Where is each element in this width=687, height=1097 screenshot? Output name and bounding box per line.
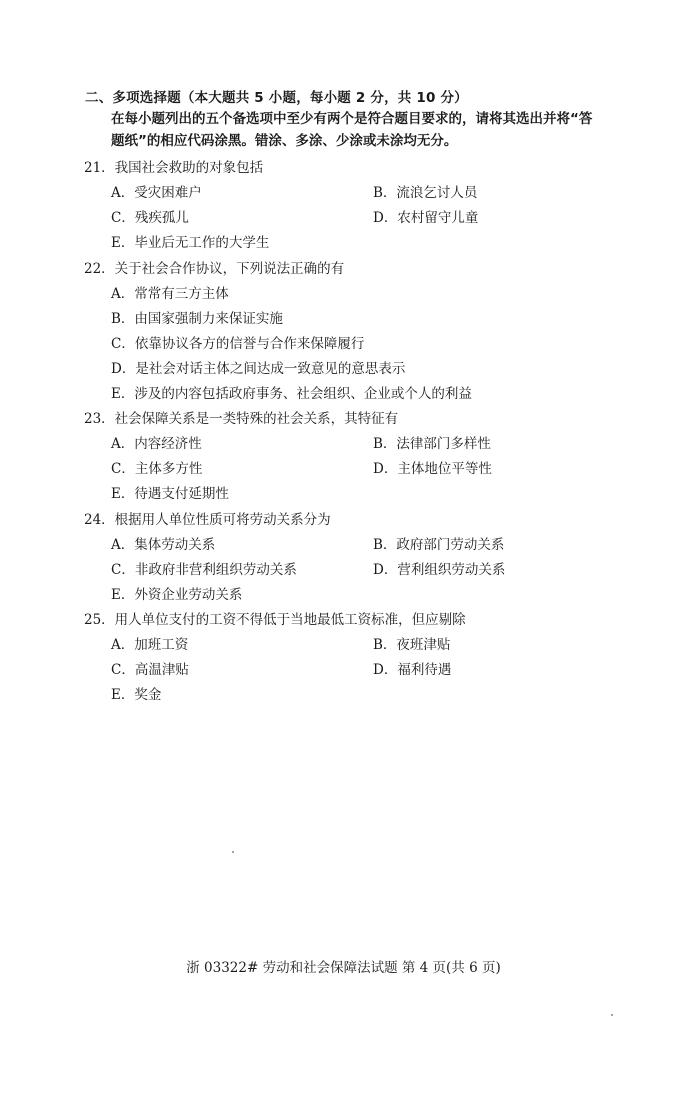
q25-option-a: A．加班工资 [111, 637, 189, 653]
q22-option-a: A．常常有三方主体 [111, 286, 229, 302]
q23-option-e: E．待遇支付延期性 [111, 486, 229, 502]
q21-option-c: C．残疾孤儿 [111, 210, 189, 226]
q23-option-d: D．主体地位平等性 [373, 461, 492, 477]
q24-option-d: D．营利组织劳动关系 [373, 562, 506, 578]
q23-option-c: C．主体多方性 [111, 461, 203, 477]
q21-option-b: B．流浪乞讨人员 [373, 185, 478, 201]
section-instruction-line2: 题纸”的相应代码涂黑。错涂、多涂、少涂或未涂均无分。 [111, 133, 458, 149]
q23-option-a: A．内容经济性 [111, 436, 202, 452]
section-instruction-line1: 在每小题列出的五个备选项中至少有两个是符合题目要求的，请将其选出并将“答 [111, 111, 593, 127]
q25-option-c: C．高温津贴 [111, 662, 189, 678]
q21-option-a: A．受灾困难户 [111, 185, 202, 201]
q24-option-e: E．外资企业劳动关系 [111, 587, 243, 603]
q22-option-c: C．依靠协议各方的信誉与合作来保障履行 [111, 336, 365, 352]
q21-option-e: E．毕业后无工作的大学生 [111, 235, 270, 251]
page-footer: 浙 03322# 劳动和社会保障法试题 第 4 页(共 6 页) [186, 960, 501, 976]
q25-option-b: B．夜班津贴 [373, 637, 451, 653]
scan-speck [611, 1014, 613, 1016]
q25-option-e: E．奖金 [111, 687, 162, 703]
q24-option-c: C．非政府非营利组织劳动关系 [111, 562, 297, 578]
section-title: 二、多项选择题（本大题共 5 小题，每小题 2 分，共 10 分） [85, 90, 468, 106]
question-22-stem: 22．关于社会合作协议，下列说法正确的有 [84, 261, 345, 277]
q24-option-a: A．集体劳动关系 [111, 537, 216, 553]
q22-option-b: B．由国家强制力来保证实施 [111, 311, 283, 327]
scan-speck [232, 851, 234, 853]
question-25-stem: 25．用人单位支付的工资不得低于当地最低工资标准，但应剔除 [84, 612, 466, 628]
q22-option-e: E．涉及的内容包括政府事务、社会组织、企业或个人的利益 [111, 386, 472, 402]
q25-option-d: D．福利待遇 [373, 662, 452, 678]
q24-option-b: B．政府部门劳动关系 [373, 537, 505, 553]
q22-option-d: D．是社会对话主体之间达成一致意见的意思表示 [111, 361, 406, 377]
q23-option-b: B．法律部门多样性 [373, 436, 491, 452]
question-21-stem: 21．我国社会救助的对象包括 [84, 160, 264, 176]
question-24-stem: 24．根据用人单位性质可将劳动关系分为 [84, 512, 331, 528]
q21-option-d: D．农村留守儿童 [373, 210, 479, 226]
question-23-stem: 23．社会保障关系是一类特殊的社会关系，其特征有 [84, 411, 399, 427]
